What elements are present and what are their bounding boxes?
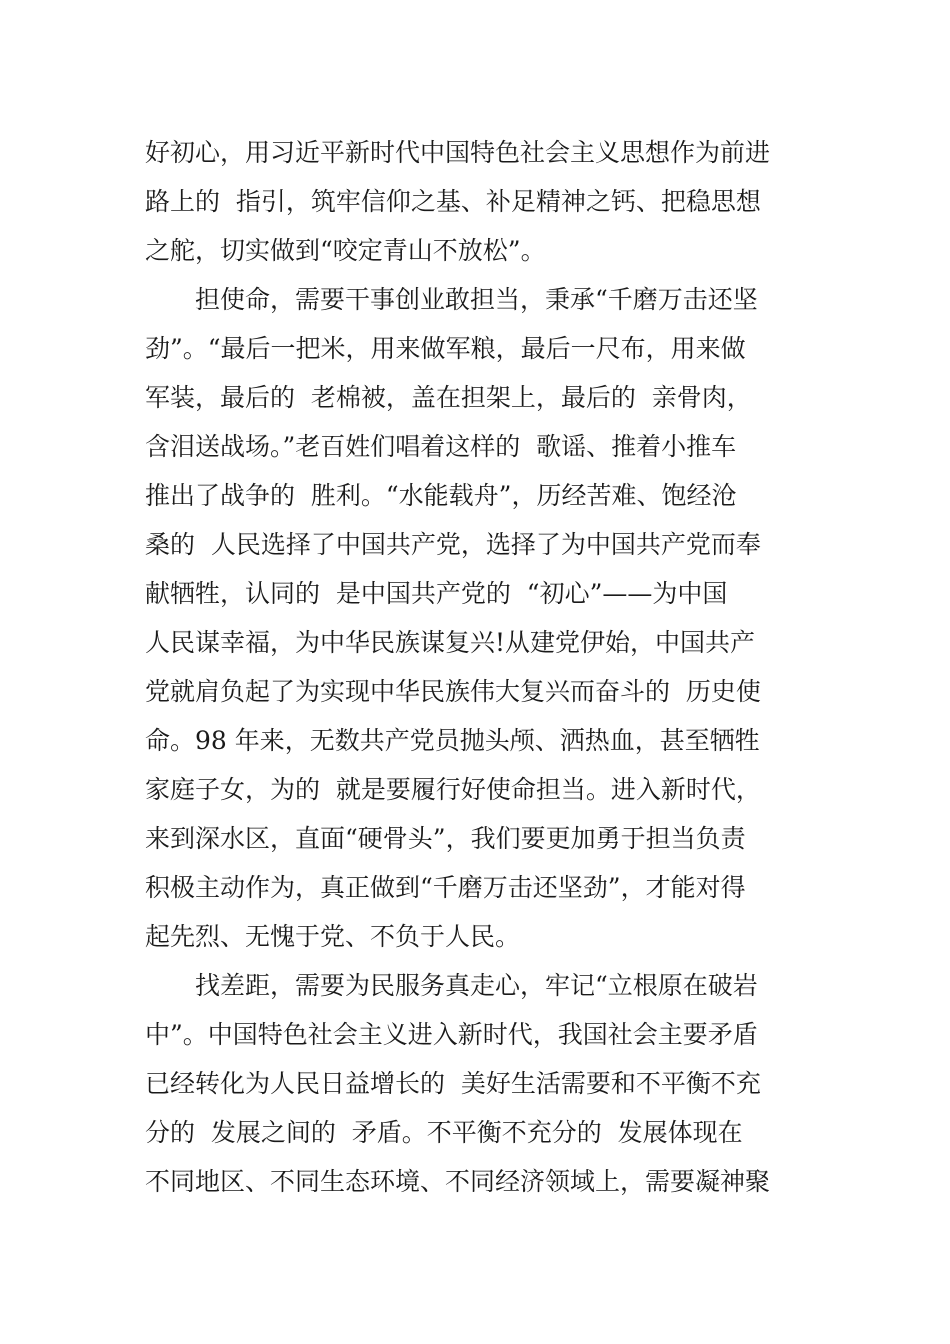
text-line: 不同地区、不同生态环境、不同经济领域上，需要凝神聚 [145,1167,771,1196]
text-line: 中”。中国特色社会主义进入新时代，我国社会主要矛盾 [145,1020,758,1049]
text-line: 积极主动作为，真正做到“千磨万击还坚劲”，才能对得 [145,873,746,902]
text-line: 之舵，切实做到“咬定青山不放松”。 [145,236,546,265]
text-line: 推出了战争的 胜利。“水能载舟”，历经苦难、饱经沧 [145,481,737,510]
text-line: 已经转化为人民日益增长的 美好生活需要和不平衡不充 [145,1069,761,1098]
text-line: 军装，最后的 老棉被，盖在担架上，最后的 亲骨肉， [145,383,752,412]
text-line: 命。98 年来，无数共产党员抛头颅、洒热血，甚至牺牲 [145,726,760,755]
text-line: 献牺牲，认同的 是中国共产党的 “初心”——为中国 [145,579,728,608]
text-line: 党就肩负起了为实现中华民族伟大复兴而奋斗的 历史使 [145,677,761,706]
text-line: 来到深水区，直面“硬骨头”，我们要更加勇于担当负责 [145,824,746,853]
text-line: 桑的 人民选择了中国共产党，选择了为中国共产党而奉 [145,530,761,559]
text-line: 人民谋幸福，为中华民族谋复兴!从建党伊始，中国共产 [145,628,756,657]
text-line: 路上的 指引，筑牢信仰之基、补足精神之钙、把稳思想 [145,187,761,216]
text-line: 起先烈、无愧于党、不负于人民。 [145,922,521,951]
paragraph-start-line: 找差距，需要为民服务真走心，牢记“立根原在破岩 [195,971,758,1000]
text-line: 家庭子女，为的 就是要履行好使命担当。进入新时代， [145,775,761,804]
text-line: 含泪送战场。”老百姓们唱着这样的 歌谣、推着小推车 [145,432,737,461]
body-text [145,128,805,1206]
text-line: 劲”。“最后一把米，用来做军粮，最后一尺布，用来做 [145,334,746,363]
text-line: 好初心，用习近平新时代中国特色社会主义思想作为前进 [145,138,771,167]
text-line: 分的 发展之间的 矛盾。不平衡不充分的 发展体现在 [145,1118,743,1147]
paragraph-start-line: 担使命，需要干事创业敢担当，秉承“千磨万击还坚 [195,285,758,314]
